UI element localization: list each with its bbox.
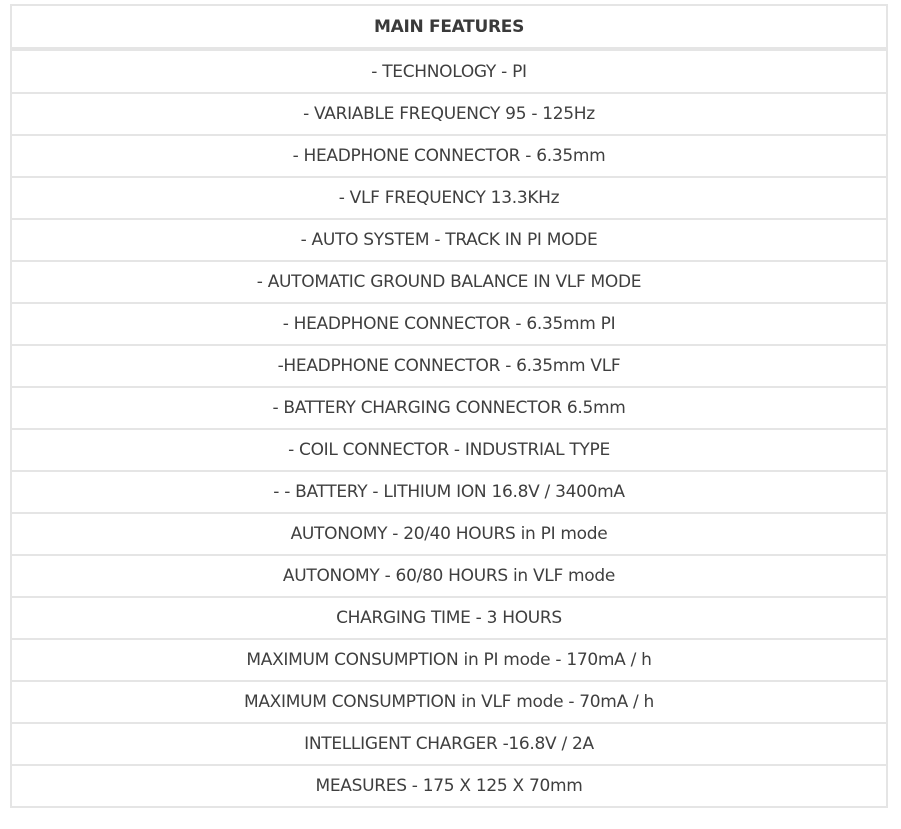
feature-cell: - AUTOMATIC GROUND BALANCE IN VLF MODE: [10, 262, 888, 304]
table-row: [10, 49, 888, 94]
feature-cell: - VARIABLE FREQUENCY 95 - 125Hz: [10, 94, 888, 136]
feature-cell: - VLF FREQUENCY 13.3KHz: [10, 178, 888, 220]
table-row: [10, 640, 888, 682]
feature-cell: MEASURES - 175 X 125 X 70mm: [10, 766, 888, 808]
table-row: [10, 514, 888, 556]
feature-cell: - BATTERY CHARGING CONNECTOR 6.5mm: [10, 388, 888, 430]
table-row: [10, 346, 888, 388]
table-row: [10, 388, 888, 430]
feature-cell: MAXIMUM CONSUMPTION in VLF mode - 70mA / h: [10, 682, 888, 724]
table-row: [10, 430, 888, 472]
table-row: [10, 724, 888, 766]
table-row: [10, 220, 888, 262]
feature-cell: -HEADPHONE CONNECTOR - 6.35mm VLF: [10, 346, 888, 388]
feature-cell: - - BATTERY - LITHIUM ION 16.8V / 3400mA: [10, 472, 888, 514]
table-row: [10, 556, 888, 598]
table-header-main-features: MAIN FEATURES: [10, 4, 888, 49]
table-row: [10, 472, 888, 514]
feature-cell: - COIL CONNECTOR - INDUSTRIAL TYPE: [10, 430, 888, 472]
feature-cell: INTELLIGENT CHARGER -16.8V / 2A: [10, 724, 888, 766]
feature-cell: MAXIMUM CONSUMPTION in PI mode - 170mA / h: [10, 640, 888, 682]
feature-cell: - HEADPHONE CONNECTOR - 6.35mm: [10, 136, 888, 178]
table-row: [10, 94, 888, 136]
table-row: [10, 304, 888, 346]
main-features-table: [10, 4, 888, 808]
feature-cell: AUTONOMY - 60/80 HOURS in VLF mode: [10, 556, 888, 598]
table-row: [10, 262, 888, 304]
table-row: [10, 136, 888, 178]
table-header-row: [10, 4, 888, 49]
table-row: [10, 682, 888, 724]
table-row: [10, 598, 888, 640]
feature-cell: CHARGING TIME - 3 HOURS: [10, 598, 888, 640]
feature-cell: - AUTO SYSTEM - TRACK IN PI MODE: [10, 220, 888, 262]
table-row: [10, 178, 888, 220]
table-row: [10, 766, 888, 808]
feature-cell: - TECHNOLOGY - PI: [10, 49, 888, 94]
feature-cell: AUTONOMY - 20/40 HOURS in PI mode: [10, 514, 888, 556]
feature-cell: - HEADPHONE CONNECTOR - 6.35mm PI: [10, 304, 888, 346]
